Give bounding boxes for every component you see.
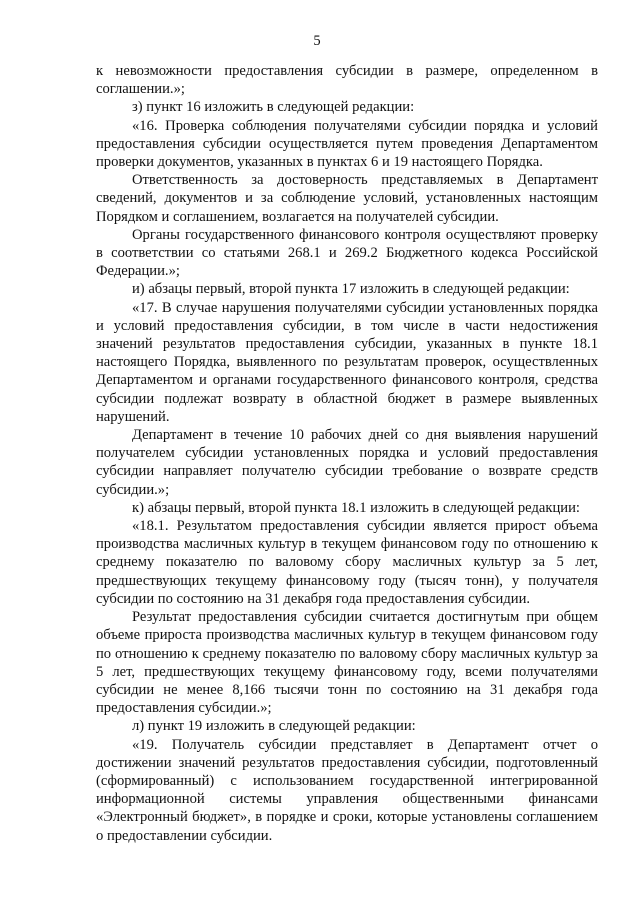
paragraph-1: к невозможности предоставления субсидии в размере, определенном в соглашении.»; [96, 63, 598, 98]
paragraph-3: «16. Проверка соблюдения получателями субсидии порядка и условий предоставления субсидии осуществляется путем проведения Департаментом проверки документов, указанных в пунктах 6 и 19 настоящего Порядка. [96, 117, 598, 171]
paragraph-11: Результат предоставления субсидии считается достигнутым при общем объеме прироста производства масличных культур в текущем финансовом году по отношению к среднему показателю по валовому сбору масличных культур за 5 лет, предшествующих текущему финансовому году, всеми получателями субсидии не менее 8,166 тысячи тонн по состоянию на 31 декабря года предоставления субсидии.»; [96, 609, 598, 717]
paragraph-12: л) пункт 19 изложить в следующей редакции: [132, 718, 416, 735]
page-number: 5 [313, 33, 321, 49]
paragraph-7: «17. В случае нарушения получателями субсидии установленных порядка и условий предоставления субсидии, в том числе в части недостижения значений результатов предоставления субсидии, указанных в пункте 18.1 настоящего Порядка, выявленного по результатам проверок, осуществленных Департаментом и органами государственного финансового контроля, средства субсидии подлежат возврату в областной бюджет в размере выявленных нарушений. [96, 299, 598, 425]
paragraph-5: Органы государственного финансового контроля осуществляют проверку в соответствии со статьями 268.1 и 269.2 Бюджетного кодекса Российской Федерации.»; [96, 226, 598, 280]
paragraph-13: «19. Получатель субсидии представляет в Департамент отчет о достижении значений результатов предоставления субсидии, подготовленный (сформированный) с использованием государственной интегрированной информационной системы управления общественными финансами «Электронный бюджет», в порядке и сроки, которые установлены соглашением о предоставлении субсидии. [96, 736, 598, 844]
document-body [96, 62, 598, 845]
paragraph-4: Ответственность за достоверность представляемых в Департамент сведений, документов и за соблюдение условий, установленных настоящим Порядком и соглашением, возлагается на получателей субсидии. [96, 172, 598, 225]
paragraph-6: и) абзацы первый, второй пункта 17 изложить в следующей редакции: [132, 281, 570, 298]
paragraph-2: з) пункт 16 изложить в следующей редакции: [132, 99, 415, 116]
paragraph-9: к) абзацы первый, второй пункта 18.1 изложить в следующей редакции: [132, 499, 580, 516]
paragraph-10: «18.1. Результатом предоставления субсидии является прирост объема производства масличных культур в текущем финансовом году по отношению к среднему показателю по валовому сбору масличных культур за 5 лет, предшествующих текущему финансовому году (тысяч тонн), у получателя субсидии по состоянию на 31 декабря года предоставления субсидии. [96, 518, 598, 607]
paragraph-8: Департамент в течение 10 рабочих дней со дня выявления нарушений получателем субсидии установленных порядка и условий предоставления субсидии направляет получателю субсидии требование о возврате средств субсидии.»; [96, 427, 598, 498]
